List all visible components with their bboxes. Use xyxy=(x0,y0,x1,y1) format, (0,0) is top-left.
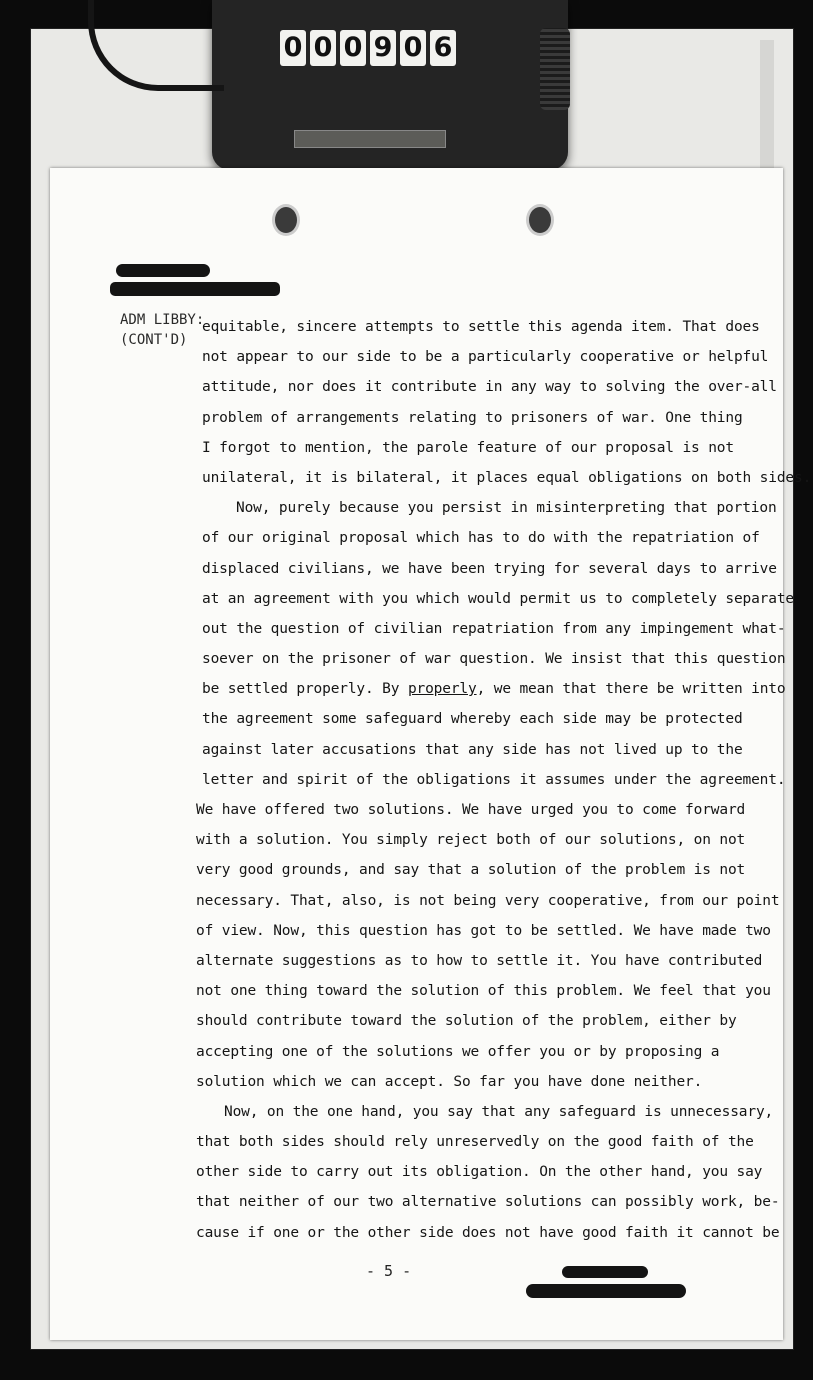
text-line: that neither of our two alternative solutions can possibly work, be- xyxy=(196,1194,780,1211)
text-line: not appear to our side to be a particularly cooperative or helpful xyxy=(202,349,769,366)
redaction-mark xyxy=(526,1284,686,1298)
text-line: other side to carry out its obligation. On the other hand, you say xyxy=(196,1164,763,1181)
text-line: problem of arrangements relating to prisoners of war. One thing xyxy=(202,409,743,426)
counter-digit: 6 xyxy=(430,30,456,66)
counter-nameplate xyxy=(294,130,446,148)
text-line: the agreement some safeguard whereby each side may be protected xyxy=(202,711,743,728)
underlined-word: properly xyxy=(407,681,477,698)
frame-counter xyxy=(212,0,568,170)
punch-hole xyxy=(272,204,300,236)
text-line: at an agreement with you which would permit us to completely separate xyxy=(202,590,795,607)
speaker-label xyxy=(120,310,210,350)
text-line: of our original proposal which has to do with the repatriation of xyxy=(202,530,760,547)
document-page xyxy=(50,168,812,1340)
text-line: unilateral, it is bilateral, it places equal obligations on both sides. xyxy=(202,469,812,486)
redaction-mark xyxy=(562,1266,648,1278)
redaction-mark xyxy=(110,282,280,296)
text-segment: be settled properly. By xyxy=(202,681,400,698)
speaker-continued: (CONT'D) xyxy=(120,332,188,348)
text-line xyxy=(202,674,786,704)
text-line: letter and spirit of the obligations it assumes under the agreement. xyxy=(202,771,786,788)
counter-digit: 9 xyxy=(370,30,396,66)
text-line: against later accusations that any side has not lived up to the xyxy=(202,741,743,758)
transcript-body xyxy=(196,312,812,1248)
text-line: attitude, nor does it contribute in any way to solving the over-all xyxy=(202,379,777,396)
text-line: of view. Now, this question has got to be settled. We have made two xyxy=(196,922,771,939)
redaction-mark xyxy=(116,264,210,277)
counter-digit: 0 xyxy=(400,30,426,66)
text-line: very good grounds, and say that a solution of the problem is not xyxy=(196,862,746,879)
text-line: solution which we can accept. So far you have done neither. xyxy=(196,1073,703,1090)
counter-digit: 0 xyxy=(340,30,366,66)
text-line: I forgot to mention, the parole feature of our proposal is not xyxy=(202,439,734,456)
counter-knob xyxy=(540,28,570,110)
text-line: accepting one of the solutions we offer you or by proposing a xyxy=(196,1043,720,1060)
text-line: displaced civilians, we have been trying for several days to arrive xyxy=(202,560,777,577)
text-line: out the question of civilian repatriation from any impingement what- xyxy=(202,620,786,637)
text-line: with a solution. You simply reject both of our solutions, on not xyxy=(196,832,746,849)
text-line: not one thing toward the solution of this problem. We feel that you xyxy=(196,983,771,1000)
text-line: alternate suggestions as to how to settle it. You have contributed xyxy=(196,952,763,969)
text-line: soever on the prisoner of war question. We insist that this question xyxy=(202,651,786,668)
counter-digit: 0 xyxy=(310,30,336,66)
speaker-name: ADM LIBBY: xyxy=(120,312,205,328)
text-line: necessary. That, also, is not being very cooperative, from our point xyxy=(196,892,780,909)
page-number: - 5 - xyxy=(366,1262,412,1280)
punch-hole xyxy=(526,204,554,236)
counter-digit: 0 xyxy=(280,30,306,66)
frame-counter-digits xyxy=(280,30,456,66)
text-line: should contribute toward the solution of the problem, either by xyxy=(196,1013,737,1030)
text-line: Now, on the one hand, you say that any safeguard is unnecessary, xyxy=(224,1103,774,1120)
text-line: cause if one or the other side does not have good faith it cannot be xyxy=(196,1224,780,1241)
text-line: that both sides should rely unreservedly on the good faith of the xyxy=(196,1134,754,1151)
text-segment: , we mean that there be written into xyxy=(476,681,786,698)
text-line: We have offered two solutions. We have urged you to come forward xyxy=(196,802,746,818)
text-line: equitable, sincere attempts to settle this agenda item. That does xyxy=(202,319,760,335)
text-line: Now, purely because you persist in misinterpreting that portion xyxy=(236,500,777,517)
